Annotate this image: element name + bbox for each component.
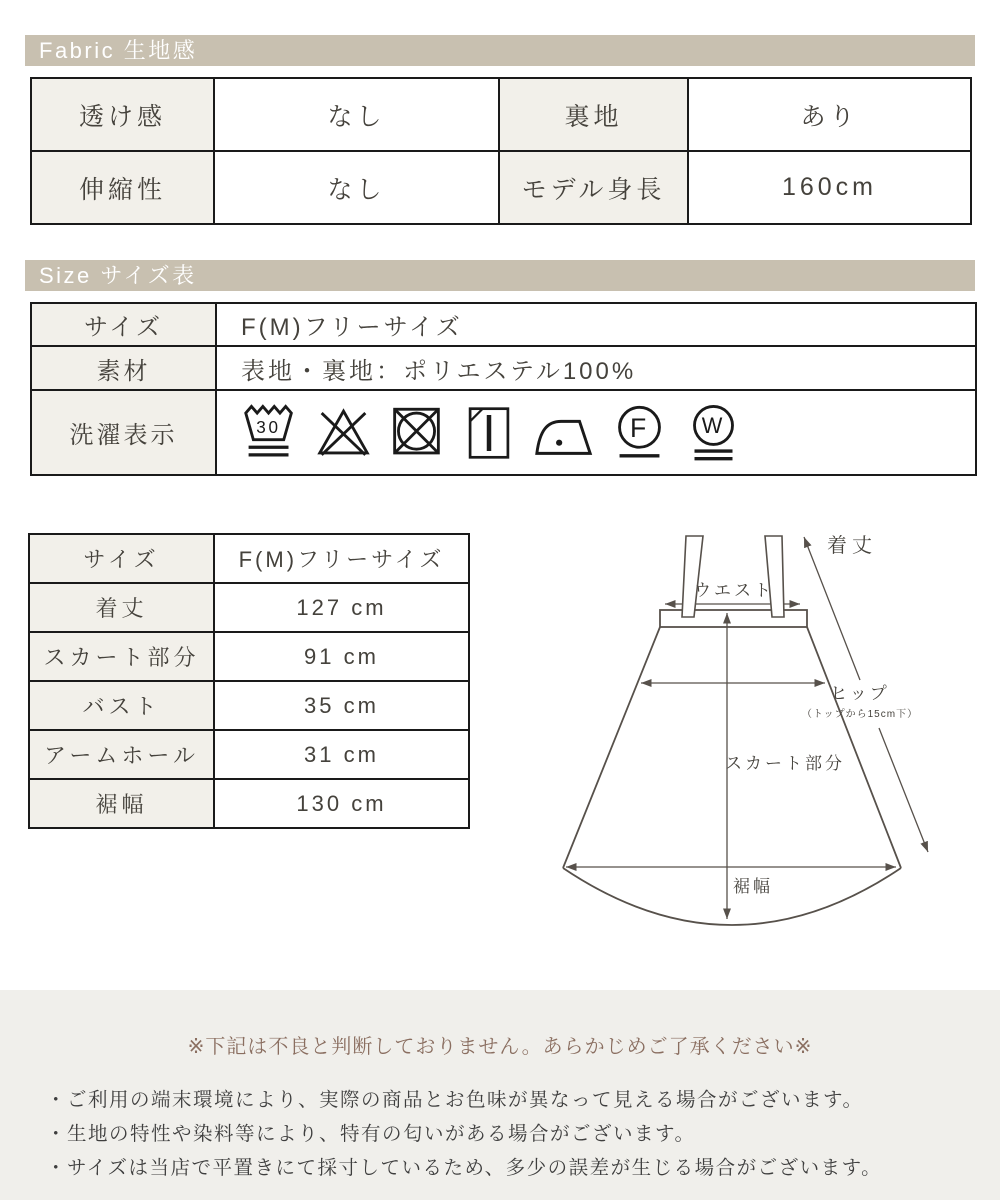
total-length-arrow-lower bbox=[879, 728, 928, 852]
disclaimer-item: ・サイズは当店で平置きにて採寸しているため、多少の誤差が生じる場合がございます。 bbox=[46, 1157, 883, 1179]
spec-value-cell: 表地・裏地：ポリエステル100% bbox=[216, 346, 976, 390]
fabric-section-title: Fabric 生地感 bbox=[39, 38, 198, 63]
table-row bbox=[31, 151, 971, 224]
left-strap-shape bbox=[682, 536, 703, 617]
spec-label-cell: 伸縮性 bbox=[31, 151, 214, 224]
measurements-table bbox=[28, 533, 470, 829]
table-row bbox=[31, 303, 976, 346]
fabric-table bbox=[30, 77, 972, 225]
svg-text:30: 30 bbox=[256, 417, 281, 437]
diagram-hem-label: 裾幅 bbox=[733, 877, 773, 896]
spec-value-cell: あり bbox=[688, 78, 971, 151]
table-row bbox=[31, 390, 976, 475]
do-not-bleach-icon bbox=[315, 401, 372, 465]
fabric-section-header bbox=[25, 35, 975, 66]
spec-label-cell: サイズ bbox=[31, 303, 216, 346]
size-info-table bbox=[30, 302, 977, 476]
care-symbols-cell bbox=[216, 390, 976, 475]
diagram-skirt-label: スカート部分 bbox=[725, 754, 845, 773]
measure-value-cell: F(M)フリーサイズ bbox=[214, 534, 469, 583]
table-row bbox=[29, 730, 469, 779]
size-section-title: Size サイズ表 bbox=[39, 263, 197, 288]
diagram-hip-note: （トップから15cm下） bbox=[801, 709, 919, 720]
spec-label-cell: 透け感 bbox=[31, 78, 214, 151]
table-row bbox=[31, 78, 971, 151]
measure-value-cell: 127 cm bbox=[214, 583, 469, 632]
disclaimer-item: ・生地の特性や染料等により、特有の匂いがある場合がございます。 bbox=[46, 1123, 696, 1145]
dry-clean-petroleum-gentle-icon bbox=[611, 401, 668, 465]
spec-label-cell: 洗濯表示 bbox=[31, 390, 216, 475]
skirt-hem-curve bbox=[563, 868, 901, 925]
do-not-tumble-dry-icon bbox=[388, 401, 445, 465]
svg-text:F: F bbox=[630, 412, 650, 443]
spec-label-cell: モデル身長 bbox=[499, 151, 688, 224]
disclaimer-section bbox=[0, 990, 1000, 1200]
measure-label-cell: 着丈 bbox=[29, 583, 214, 632]
diagram-length-label: 着丈 bbox=[827, 535, 877, 557]
disclaimer-list bbox=[46, 1083, 1000, 1185]
svg-text:W: W bbox=[701, 412, 726, 438]
skirt-measurement-diagram bbox=[540, 520, 970, 950]
table-row bbox=[29, 632, 469, 681]
table-row bbox=[29, 681, 469, 730]
total-length-arrow-upper bbox=[804, 537, 860, 680]
disclaimer-item: ・ご利用の端末環境により、実際の商品とお色味が異なって見える場合がございます。 bbox=[46, 1089, 864, 1111]
measure-value-cell: 91 cm bbox=[214, 632, 469, 681]
right-strap-shape bbox=[765, 536, 784, 617]
measure-value-cell: 130 cm bbox=[214, 779, 469, 828]
table-row bbox=[31, 346, 976, 390]
spec-label-cell: 裏地 bbox=[499, 78, 688, 151]
measure-value-cell: 31 cm bbox=[214, 730, 469, 779]
spec-value-cell: なし bbox=[214, 151, 499, 224]
skirt-left-edge bbox=[563, 627, 660, 868]
disclaimer-title: ※下記は不良と判断しておりません。あらかじめご了承ください※ bbox=[187, 1036, 813, 1058]
spec-value-cell: 160cm bbox=[688, 151, 971, 224]
measure-label-cell: サイズ bbox=[29, 534, 214, 583]
measure-label-cell: バスト bbox=[29, 681, 214, 730]
table-row bbox=[29, 779, 469, 828]
measure-label-cell: アームホール bbox=[29, 730, 214, 779]
table-row bbox=[29, 583, 469, 632]
measure-label-cell: スカート部分 bbox=[29, 632, 214, 681]
size-section-header bbox=[25, 260, 975, 291]
line-dry-in-shade-icon bbox=[462, 401, 516, 465]
diagram-waist-label: ウエスト bbox=[694, 581, 774, 600]
diagram-hip-label: ヒップ bbox=[830, 684, 890, 703]
spec-label-cell: 素材 bbox=[31, 346, 216, 390]
measure-label-cell: 裾幅 bbox=[29, 779, 214, 828]
measure-value-cell: 35 cm bbox=[214, 681, 469, 730]
spec-value-cell: なし bbox=[214, 78, 499, 151]
wet-clean-very-gentle-icon bbox=[685, 401, 742, 465]
table-row bbox=[29, 534, 469, 583]
wash-30-very-gentle-icon bbox=[241, 401, 298, 465]
spec-value-cell: F(M)フリーサイズ bbox=[216, 303, 976, 346]
iron-low-heat-icon bbox=[533, 401, 595, 465]
